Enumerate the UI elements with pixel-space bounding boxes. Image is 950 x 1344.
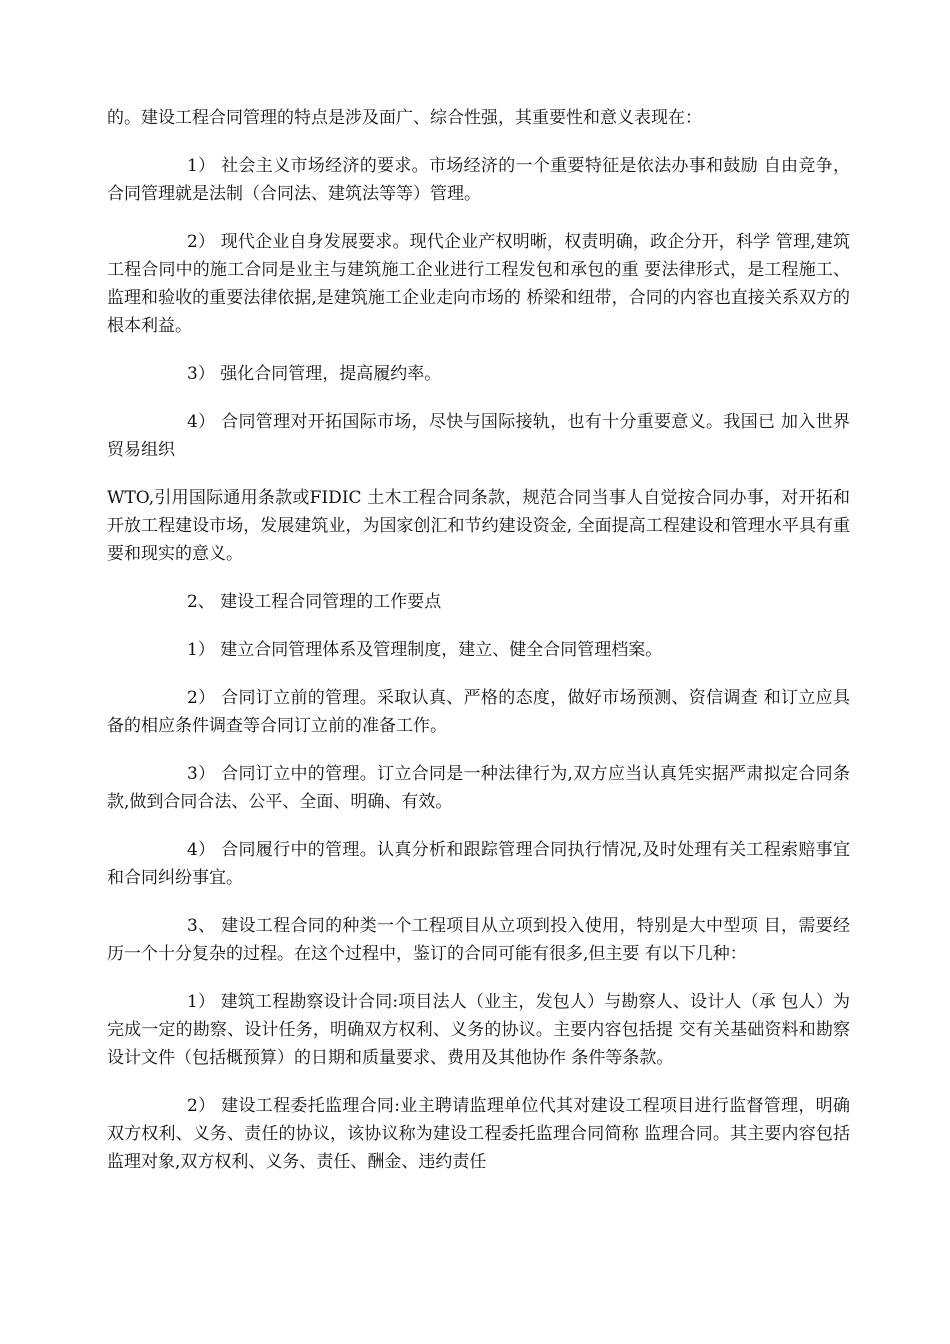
paragraph-item-performance: 4） 合同履行中的管理。认真分析和跟踪管理合同执行情况,及时处理有关工程索赔事宜和合同纠纷事宜。 bbox=[107, 840, 850, 888]
paragraph-item-pre-contract: 2） 合同订立前的管理。采取认真、严格的态度，做好市场预测、资信调查 和订立应具备的相应条件调查等合同订立前的准备工作。 bbox=[107, 688, 850, 736]
paragraph-item-management-system: 1） 建立合同管理体系及管理制度，建立、健全合同管理档案。 bbox=[187, 640, 663, 660]
section-heading-work-points: 2、 建设工程合同管理的工作要点 bbox=[187, 592, 442, 612]
paragraph-item-supervision-contract: 2） 建设工程委托监理合同:业主聘请监理单位代其对建设工程项目进行监督管理，明确双方权利、义务、责任的协议，该协议称为建设工程委托监理合同简称 监理合同。其主要内容包括监理对象,双方权利、义务、责任、酬金、违约责任 bbox=[107, 1096, 850, 1172]
paragraph-wto-continuation: WTO,引用国际通用条款或FIDIC 土木工程合同条款，规范合同当事人自觉按合同办事，对开拓和开放工程建设市场，发展建筑业，为国家创汇和节约建设资金, 全面提高工程建设和管理水平具有重要和现实的意义。 bbox=[107, 488, 850, 564]
paragraph-intro: 的。建设工程合同管理的特点是涉及面广、综合性强，其重要性和意义表现在： bbox=[107, 108, 702, 128]
paragraph-item-strengthen-management: 3） 强化合同管理，提高履约率。 bbox=[187, 364, 442, 384]
document-body bbox=[107, 104, 850, 1196]
paragraph-item-survey-design-contract: 1） 建筑工程勘察设计合同:项目法人（业主，发包人）与勘察人、设计人（承 包人）为完成一定的勘察、设计任务，明确双方权利、义务的协议。主要内容包括提 交有关基础资料和勘察设计文件（包括概预算）的日期和质量要求、费用及其他协作 条件等条款。 bbox=[107, 992, 850, 1068]
paragraph-item-during-contract: 3） 合同订立中的管理。订立合同是一种法律行为,双方应当认真凭实据严肃拟定合同条款,做到合同合法、公平、全面、明确、有效。 bbox=[107, 764, 850, 812]
section-heading-contract-types: 3、 建设工程合同的种类一个工程项目从立项到投入使用，特别是大中型项 目，需要经历一个十分复杂的过程。在这个过程中，鉴订的合同可能有很多,但主要 有以下几种： bbox=[107, 916, 850, 964]
paragraph-item-market-economy: 1） 社会主义市场经济的要求。市场经济的一个重要特征是依法办事和鼓励 自由竞争，合同管理就是法制（合同法、建筑法等等）管理。 bbox=[107, 156, 850, 204]
paragraph-item-international-market: 4） 合同管理对开拓国际市场，尽快与国际接轨，也有十分重要意义。我国已 加入世界贸易组织 bbox=[107, 412, 850, 460]
paragraph-item-enterprise-development: 2） 现代企业自身发展要求。现代企业产权明晰，权责明确，政企分开，科学 管理,建筑工程合同中的施工合同是业主与建筑施工企业进行工程发包和承包的重 要法律形式，是工程施工、监理和验收的重要法律依据,是建筑施工企业走向市场的 桥梁和纽带，合同的内容也直接关系双方的根本利益。 bbox=[107, 232, 850, 336]
